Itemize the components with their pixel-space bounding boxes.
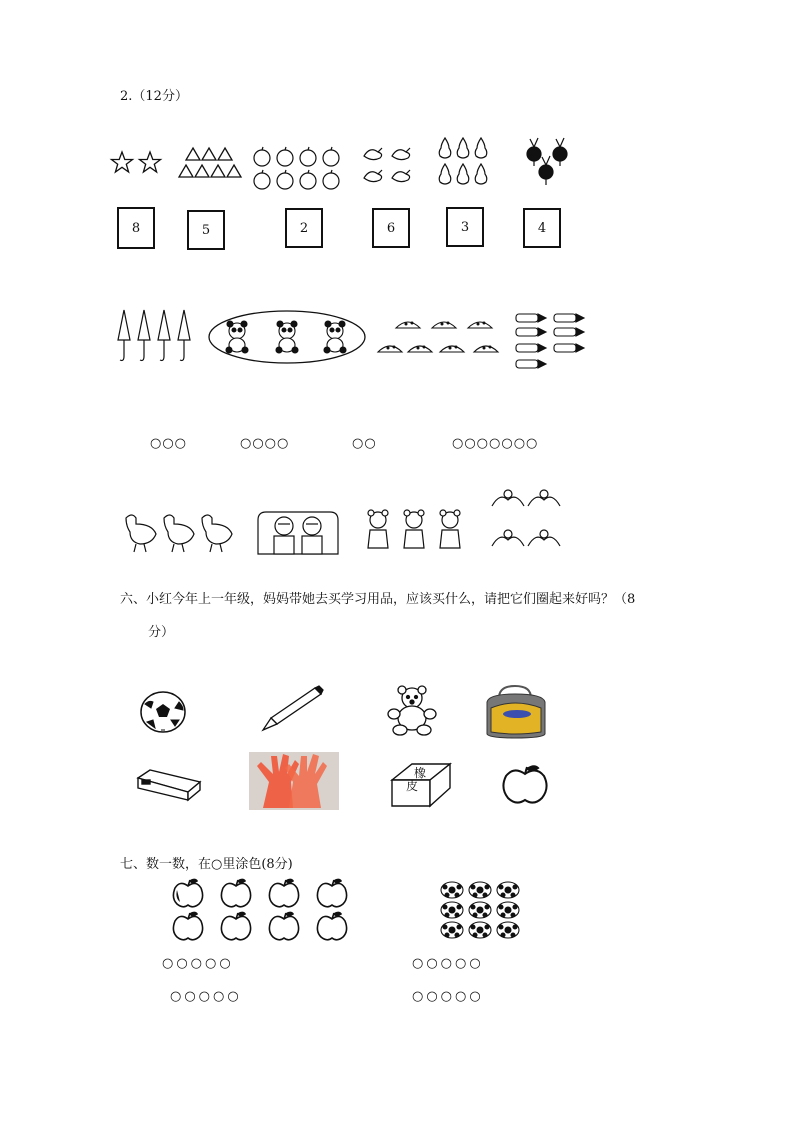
answer-circles[interactable]: ○○○ xyxy=(150,436,188,451)
number-box: 8 xyxy=(117,207,155,249)
pandas-oval-icon xyxy=(207,309,367,365)
apples-group-icon xyxy=(250,146,346,192)
q6-instruction: 六、小红今年上一年级，妈妈带她去买学习用品，应该买什么，请把它们圈起来好吗？（8 xyxy=(120,592,636,607)
pencils-group-icon xyxy=(514,312,586,372)
apples-count-icon xyxy=(168,876,354,944)
number-box: 3 xyxy=(446,207,484,247)
answer-circles[interactable]: ○○ xyxy=(352,436,377,451)
color-circles[interactable]: ○○○○○ xyxy=(412,956,484,971)
answer-circles[interactable]: ○○○○○○○ xyxy=(452,436,539,451)
q6-instruction-cont: 分） xyxy=(148,625,175,640)
stars-group-icon xyxy=(110,150,166,176)
chickens-group-icon xyxy=(122,510,238,556)
q7-instruction: 七、数一数，在○里涂色(8分) xyxy=(120,857,293,872)
number-box: 5 xyxy=(187,210,225,250)
bears-group-icon xyxy=(360,508,470,556)
gloves-icon xyxy=(249,752,339,810)
triangles-group-icon xyxy=(178,146,240,182)
color-circles[interactable]: ○○○○○ xyxy=(412,989,484,1004)
turtles-group-icon xyxy=(372,312,502,364)
radishes-group-icon xyxy=(520,134,580,190)
answer-circles[interactable]: ○○○○ xyxy=(240,436,290,451)
astronauts-icon xyxy=(256,510,340,556)
flying-birds-group-icon xyxy=(488,484,564,554)
number-box: 6 xyxy=(372,208,410,248)
color-circles[interactable]: ○○○○○ xyxy=(170,989,242,1004)
school-bag-icon[interactable] xyxy=(481,684,551,740)
pears-group-icon xyxy=(435,134,495,190)
teddy-bear-icon[interactable] xyxy=(384,684,440,736)
color-circles[interactable]: ○○○○○ xyxy=(162,956,234,971)
eraser-label: 橡 xyxy=(414,766,427,780)
balls-count-icon xyxy=(440,880,524,940)
pencil-icon[interactable] xyxy=(259,684,325,732)
soccer-ball-icon[interactable] xyxy=(139,690,187,734)
gloves-photo[interactable] xyxy=(249,752,339,810)
number-box: 2 xyxy=(285,208,323,248)
eraser-label: 皮 xyxy=(406,779,419,793)
number-box: 4 xyxy=(523,208,561,248)
apple-icon[interactable] xyxy=(500,764,550,806)
pencil-case-icon[interactable] xyxy=(134,766,204,804)
umbrellas-group-icon xyxy=(114,308,198,364)
q2-heading: 2.（12分） xyxy=(120,89,188,104)
small-birds-group-icon xyxy=(360,140,420,186)
